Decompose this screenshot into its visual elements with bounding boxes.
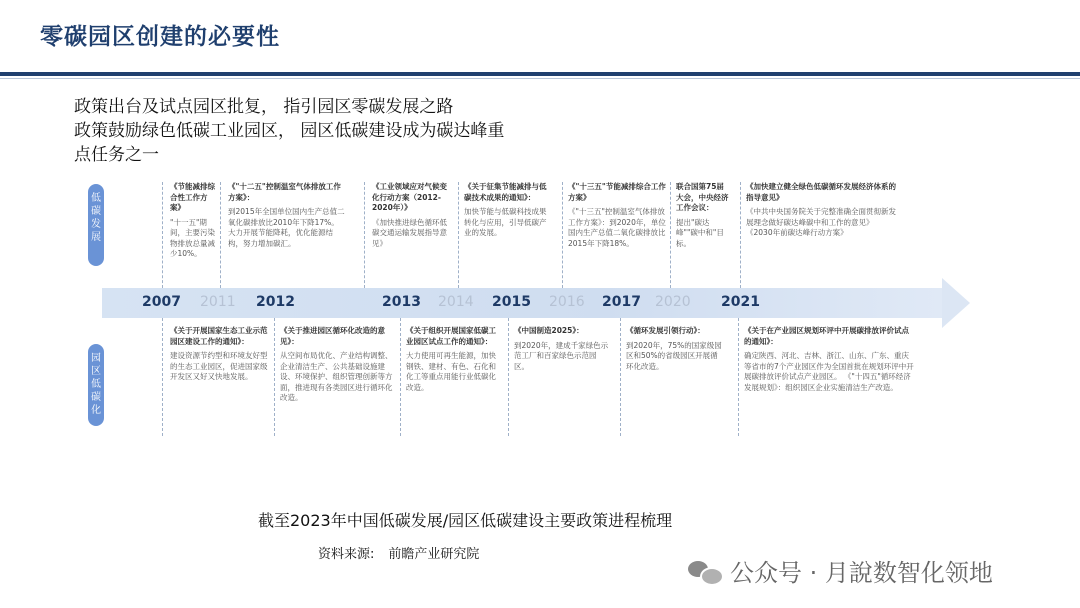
policy-card-bottom bbox=[170, 326, 270, 383]
wechat-icon bbox=[688, 558, 722, 584]
policy-card-top bbox=[372, 182, 452, 249]
year-2007: 2007 bbox=[142, 294, 181, 310]
year-2015: 2015 bbox=[492, 294, 531, 310]
policy-card-title: 《关于组织开展国家低碳工业园区试点工作的通知》： bbox=[406, 326, 496, 346]
policy-card-title: 联合国第75届大会，中央经济工作会议： bbox=[676, 182, 729, 212]
timeline-arrow-head bbox=[942, 278, 970, 328]
policy-card-bottom bbox=[406, 326, 502, 393]
source-value: 前瞻产业研究院 bbox=[388, 547, 480, 562]
source-label: 资料来源: bbox=[318, 547, 375, 562]
vline-top-5 bbox=[562, 182, 563, 288]
policy-card-body: 提出"碳达峰""碳中和"目标。 bbox=[676, 217, 724, 248]
policy-card-top bbox=[228, 182, 346, 249]
policy-timeline-diagram bbox=[84, 172, 984, 444]
policy-card-title: 《中国制造2025》： bbox=[514, 326, 584, 335]
vline-bottom-1 bbox=[162, 318, 163, 436]
title-divider-thin bbox=[0, 78, 1080, 79]
vline-bottom-5 bbox=[620, 318, 621, 436]
year-2012: 2012 bbox=[256, 294, 295, 310]
vline-bottom-2 bbox=[274, 318, 275, 436]
policy-card-title: 《关于开展国家生态工业示范园区建设工作的通知》： bbox=[170, 326, 268, 346]
policy-card-title: 《关于推进园区循环化改造的意见》： bbox=[280, 326, 385, 346]
year-2020: 2020 bbox=[655, 294, 691, 310]
year-2013: 2013 bbox=[382, 294, 421, 310]
policy-card-title: 《节能减排综合性工作方案》 bbox=[170, 182, 215, 212]
policy-card-body: 《"十三五"控制温室气体排放工作方案》：到2020年，单位国内生产总值二氧化碳排放比2015年下降18%。 bbox=[568, 207, 666, 248]
policy-card-bottom bbox=[280, 326, 396, 404]
policy-card-bottom bbox=[744, 326, 914, 393]
band-park-low-carbon bbox=[88, 344, 104, 426]
band-label-bottom: 园区低碳化 bbox=[91, 353, 101, 416]
band-low-carbon-development bbox=[88, 184, 104, 266]
policy-card-body: 到2015年全国单位国内生产总值二氧化碳排放比2010年下降17%。大力开展节能降耗，优化能源结构，努力增加碳汇。 bbox=[228, 207, 345, 248]
policy-card-title: 《循环发展引领行动》： bbox=[626, 326, 705, 335]
policy-card-bottom bbox=[514, 326, 610, 372]
year-2021: 2021 bbox=[721, 294, 760, 310]
vline-top-3 bbox=[364, 182, 365, 288]
vline-top-4 bbox=[458, 182, 459, 288]
intro-line-2: 政策鼓励绿色低碳工业园区， 园区低碳建设成为碳达峰重 bbox=[74, 121, 505, 141]
intro-text bbox=[74, 95, 634, 167]
vline-bottom-6 bbox=[738, 318, 739, 436]
policy-card-title: 《加快建立健全绿色低碳循环发展经济体系的指导意见》 bbox=[746, 182, 896, 202]
year-2017: 2017 bbox=[602, 294, 641, 310]
policy-card-body: 到2020年，75%的国家级园区和50%的省级园区开展循环化改造。 bbox=[626, 340, 722, 371]
year-2016: 2016 bbox=[549, 294, 585, 310]
policy-card-top bbox=[676, 182, 730, 249]
policy-card-top bbox=[464, 182, 552, 239]
policy-card-body: 《加快推进绿色循环低碳交通运输发展指导意见》 bbox=[372, 217, 447, 248]
policy-card-title: 《工业领域应对气候变化行动方案（2012-2020年）》 bbox=[372, 182, 447, 212]
vline-top-1 bbox=[162, 182, 163, 288]
policy-card-title: 《"十二五"控制温室气体排放工作方案》： bbox=[228, 182, 341, 202]
policy-card-top bbox=[746, 182, 896, 239]
intro-line-1: 政策出台及试点园区批复， 指引园区零碳发展之路 bbox=[74, 97, 454, 117]
vline-top-2 bbox=[220, 182, 221, 288]
wechat-watermark bbox=[688, 553, 993, 588]
watermark-text: 公众号 · 月說数智化领地 bbox=[730, 559, 993, 587]
vline-top-7 bbox=[740, 182, 741, 288]
policy-card-body: 加快节能与低碳科技成果转化与应用，引导低碳产业的发展。 bbox=[464, 207, 547, 237]
policy-card-top bbox=[568, 182, 668, 249]
vline-bottom-4 bbox=[508, 318, 509, 436]
policy-card-bottom bbox=[626, 326, 722, 372]
policy-card-title: 《关于征集节能减排与低碳技术成果的通知》： bbox=[464, 182, 547, 202]
vline-top-6 bbox=[670, 182, 671, 288]
policy-card-body: 建设资源节约型和环境友好型的生态工业园区，促进国家级开发区又好又快地发展。 bbox=[170, 351, 268, 381]
slide-title: 零碳园区创建的必要性 bbox=[40, 24, 280, 50]
policy-card-body: 大力使用可再生能源，加快钢铁、建材、有色、石化和化工等重点用能行业低碳化改造。 bbox=[406, 351, 496, 392]
band-label-top: 低碳发展 bbox=[91, 193, 101, 243]
policy-card-title: 《关于在产业园区规划环评中开展碳排放评价试点的通知》： bbox=[744, 326, 909, 346]
intro-line-3: 点任务之一 bbox=[74, 145, 159, 165]
diagram-caption: 截至2023年中国低碳发展/园区低碳建设主要政策进程梳理 bbox=[258, 511, 673, 530]
policy-card-body: 从空间布局优化、产业结构调整、企业清洁生产、公共基础设施建设、环境保护、组织管理创新等方面，推进现有各类园区进行循环化改造。 bbox=[280, 351, 393, 402]
policy-card-title: 《"十三五"节能减排综合工作方案》 bbox=[568, 182, 666, 202]
policy-card-body: "十一五"期间，主要污染物排放总量减少10%。 bbox=[170, 217, 215, 258]
policy-card-body: 到2020年，建成千家绿色示范工厂和百家绿色示范园区。 bbox=[514, 340, 609, 371]
title-divider bbox=[0, 72, 1080, 76]
source-note bbox=[318, 543, 479, 562]
vline-bottom-3 bbox=[400, 318, 401, 436]
policy-card-body: 《中共中央国务院关于完整准确全面贯彻新发展理念做好碳达峰碳中和工作的意见》 《2030年前碳达峰行动方案》 bbox=[746, 207, 896, 237]
policy-card-top bbox=[170, 182, 218, 260]
year-2011: 2011 bbox=[200, 294, 236, 310]
year-2014: 2014 bbox=[438, 294, 474, 310]
policy-card-body: 确定陕西、河北、吉林、浙江、山东、广东、重庆等省市的7个产业园区作为全国首批在规划环评中开展碳排放评价试点产业园区。 《"十四五"循环经济发展规划》：组织园区企业实施清洁生产改造。 bbox=[744, 351, 914, 392]
